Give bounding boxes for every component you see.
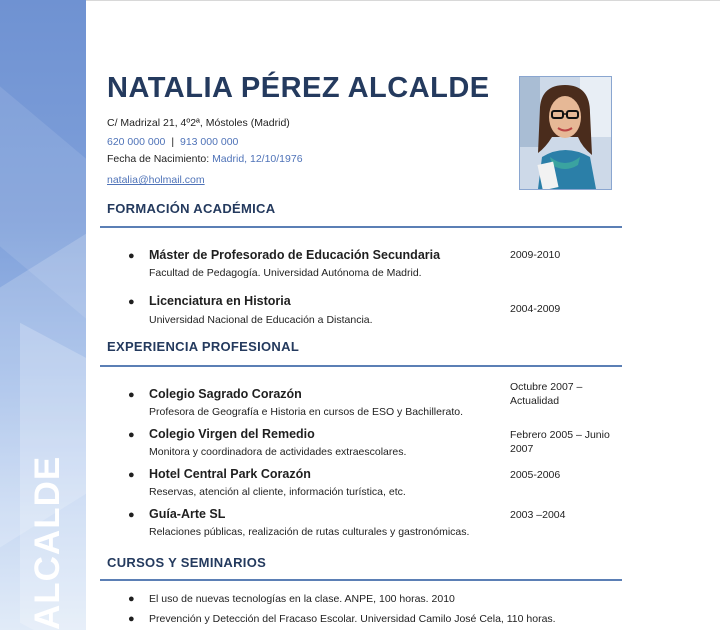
phone-separator: | [171, 136, 175, 148]
bullet: ● [128, 389, 135, 401]
email-link[interactable]: natalia@holmail.com [107, 174, 205, 186]
birth-value: Madrid, 12/10/1976 [212, 153, 303, 165]
section-divider [100, 226, 622, 228]
birth-label: Fecha de Nacimiento: [107, 153, 210, 165]
candidate-name: NATALIA PÉREZ ALCALDE [107, 72, 490, 104]
section-divider [100, 365, 622, 367]
birth-line [107, 153, 303, 165]
experience-description: Reservas, atención al cliente, información turística, etc. [149, 486, 406, 498]
education-title: Licenciatura en Historia [149, 294, 291, 308]
bullet: ● [128, 509, 135, 521]
experience-date: 2003 –2004 [510, 509, 566, 521]
experience-title: Hotel Central Park Corazón [149, 467, 311, 481]
experience-description: Relaciones públicas, realización de rutas culturales y gastronómicas. [149, 526, 470, 538]
course-item: Prevención y Detección del Fracaso Escolar. Universidad Camilo José Cela, 110 horas. [149, 613, 556, 625]
experience-date: Febrero 2005 – Junio 2007 [510, 429, 610, 455]
bullet: ● [128, 469, 135, 481]
section-title-courses: CURSOS Y SEMINARIOS [107, 555, 267, 570]
top-border [86, 0, 720, 1]
phone-line [107, 136, 238, 148]
section-title-experience: EXPERIENCIA PROFESIONAL [107, 339, 300, 354]
experience-title: Guía-Arte SL [149, 507, 226, 521]
experience-description: Profesora de Geografía e Historia en cursos de ESO y Bachillerato. [149, 406, 463, 418]
experience-date: Octubre 2007 – Actualidad [510, 381, 583, 407]
phone-mobile[interactable]: 620 000 000 [107, 136, 166, 148]
education-institution: Facultad de Pedagogía. Universidad Autónoma de Madrid. [149, 267, 422, 279]
experience-date: 2005-2006 [510, 469, 561, 481]
sidebar-vertical-name: ALCALDE [28, 455, 67, 630]
course-item: El uso de nuevas tecnologías en la clase. ANPE, 100 horas. 2010 [149, 593, 455, 605]
bullet: ● [128, 296, 135, 308]
education-institution: Universidad Nacional de Educación a Distancia. [149, 314, 373, 326]
portrait-image [520, 77, 611, 189]
bullet: ● [128, 429, 135, 441]
experience-description: Monitora y coordinadora de actividades extraescolares. [149, 446, 407, 458]
bullet: ● [128, 593, 135, 605]
experience-title: Colegio Virgen del Remedio [149, 427, 315, 441]
phone-landline[interactable]: 913 000 000 [179, 136, 239, 148]
address: C/ Madrizal 21, 4º2ª, Móstoles (Madrid) [107, 117, 290, 129]
education-date: 2004-2009 [510, 303, 561, 315]
sidebar-decoration [0, 0, 86, 630]
profile-photo [519, 76, 612, 190]
section-title-education: FORMACIÓN ACADÉMICA [107, 201, 276, 216]
section-divider [100, 579, 622, 581]
education-date: 2009-2010 [510, 249, 561, 261]
experience-title: Colegio Sagrado Corazón [149, 387, 302, 401]
bullet: ● [128, 613, 135, 625]
bullet: ● [128, 250, 135, 262]
education-title: Máster de Profesorado de Educación Secundaria [149, 248, 441, 262]
